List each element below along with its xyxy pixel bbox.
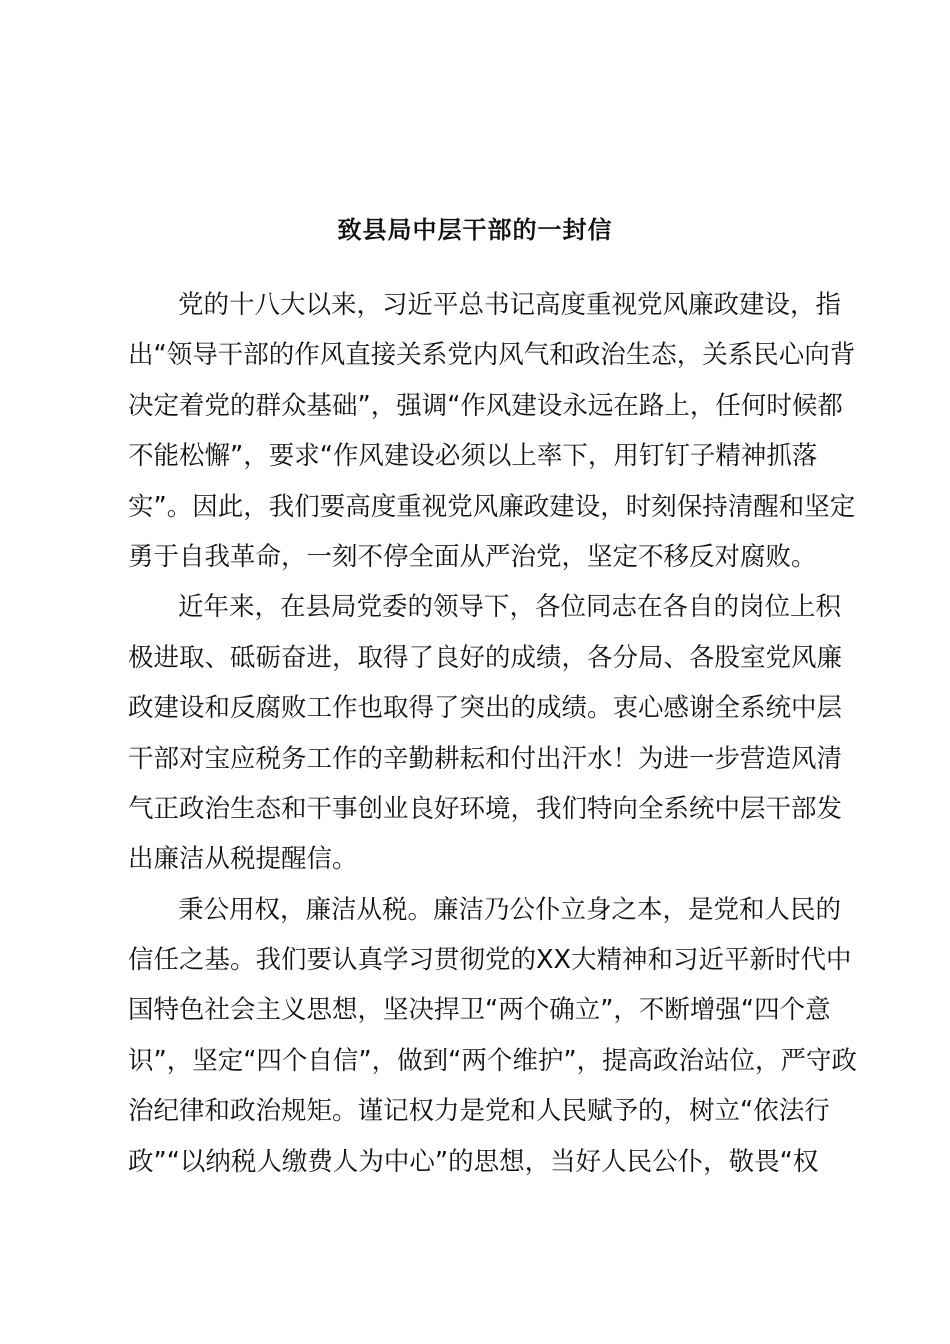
paragraph-1-line: 勇于自我革命，一刻不停全面从严治党，坚定不移反对腐败。 (128, 541, 817, 572)
paragraph-2-line: 极进取、砥砺奋进，取得了良好的成绩，各分局、各股室党风廉 (128, 642, 843, 673)
paragraph-3-line: 识”，坚定“四个自信”，做到“两个维护”，提高政治站位，严守政 (128, 1045, 858, 1076)
paragraph-2-line: 政建设和反腐败工作也取得了突出的成绩。衷心感谢全系统中层 (128, 693, 843, 724)
paragraph-1-line: 实”。因此，我们要高度重视党风廉政建设，时刻保持清醒和坚定 (128, 491, 856, 522)
paragraph-2-line: 气正政治生态和干事创业良好环境，我们特向全系统中层干部发 (128, 793, 843, 824)
paragraph-2-line: 干部对宝应税务工作的辛勤耕耘和付出汗水！为进一步营造风清 (128, 743, 843, 774)
paragraph-2-line: 近年来，在县局党委的领导下，各位同志在各自的岗位上积 (178, 592, 842, 623)
paragraph-3-line: 信任之基。我们要认真学习贯彻党的XX大精神和习近平新时代中 (128, 945, 852, 976)
paragraph-1-line: 不能松懈”，要求“作风建设必须以上率下，用钉钉子精神抓落 (128, 441, 818, 472)
document-body (128, 280, 858, 1187)
paragraph-1-line: 党的十八大以来，习近平总书记高度重视党风廉政建设，指 (178, 290, 842, 320)
paragraph-2-line: 出廉洁从税提醒信。 (128, 844, 358, 875)
paragraph-3-line: 秉公用权，廉洁从税。廉洁乃公仆立身之本，是党和人民的 (178, 894, 842, 925)
paragraph-1-line: 出“领导干部的作风直接关系党内风气和政治生态，关系民心向背 (128, 340, 856, 371)
paragraph-3-line: 政”“以纳税人缴费人为中心”的思想，当好人民公仆，敬畏“权 (128, 1146, 819, 1177)
document-title: 致县局中层干部的一封信 (337, 216, 613, 244)
paragraph-1-line: 决定着党的群众基础”，强调“作风建设永远在路上，任何时候都 (128, 390, 843, 421)
paragraph-3-line: 治纪律和政治规矩。谨记权力是党和人民赋予的，树立“依法行 (128, 1096, 830, 1127)
paragraph-3-line: 国特色社会主义思想，坚决捍卫“两个确立”，不断增强“四个意 (128, 995, 831, 1026)
